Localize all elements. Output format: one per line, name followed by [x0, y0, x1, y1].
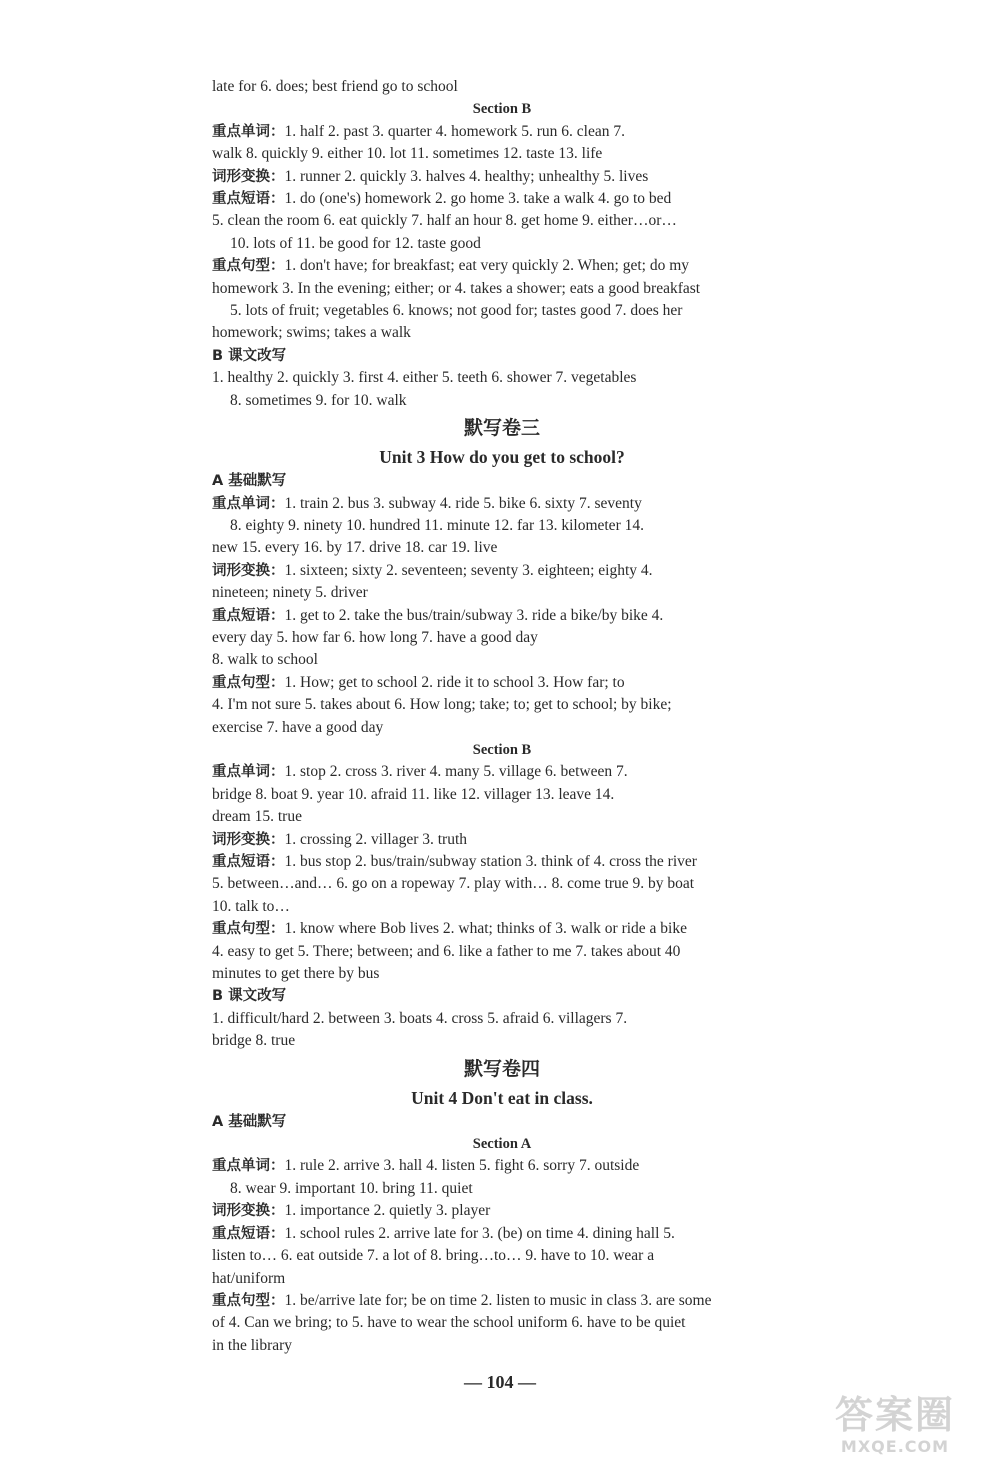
line-text: Unit 4 Don't eat in class. — [411, 1087, 593, 1108]
line-text: 1. be/arrive late for; be on time 2. listen to music in class 3. are some — [284, 1291, 712, 1309]
text-line — [212, 414, 792, 444]
line-text: 1. bus stop 2. bus/train/subway station 3. think of 4. cross the river — [284, 853, 697, 870]
watermark-url: MXQE.COM — [840, 1437, 950, 1456]
line-text: hat/uniform — [212, 1269, 286, 1287]
text-line — [212, 1111, 792, 1133]
category-label: 重点句型： — [212, 258, 285, 275]
line-text: homework; swims; takes a walk — [212, 324, 411, 342]
text-line — [212, 1335, 792, 1357]
text-line — [212, 345, 792, 367]
line-text: 8. eighty 9. ninety 10. hundred 11. minute 12. far 13. kilometer 14. — [230, 516, 644, 534]
line-text: 4. easy to get 5. There; between; and 6. like a father to me 7. takes about 40 — [212, 942, 681, 960]
text-line — [212, 188, 792, 210]
text-line — [212, 470, 792, 492]
line-text: dream 15. true — [212, 808, 302, 826]
line-text: 5. lots of fruit; vegetables 6. knows; not good for; tastes good 7. does her — [230, 302, 683, 320]
text-line — [212, 322, 792, 344]
page-number: — 104 — — [464, 1372, 536, 1392]
text-line — [212, 761, 792, 783]
text-line — [212, 694, 792, 716]
line-text: 1. half 2. past 3. quarter 4. homework 5. run 6. clean 7. — [284, 122, 625, 140]
category-label: 重点单词： — [212, 764, 285, 781]
text-line — [212, 1223, 792, 1245]
category-label: 词形变换： — [212, 562, 285, 579]
text-line — [212, 233, 792, 255]
category-label: 重点短语： — [212, 191, 285, 208]
line-text: 1. know where Bob lives 2. what; thinks of 3. walk or ride a bike — [284, 920, 687, 938]
text-line — [212, 672, 792, 694]
line-text: B 课文改写 — [212, 988, 287, 1005]
line-text: A 基础默写 — [212, 473, 287, 490]
line-text: walk 8. quickly 9. either 10. lot 11. sometimes 12. taste 13. life — [212, 145, 603, 163]
text-line — [212, 1055, 792, 1085]
text-line — [212, 444, 792, 470]
text-line — [212, 1008, 792, 1030]
text-line — [212, 367, 792, 389]
line-text: 1. don't have; for breakfast; eat very quickly 2. When; get; do my — [284, 257, 690, 275]
line-text: bridge 8. boat 9. year 10. afraid 11. like 12. villager 13. leave 14. — [212, 785, 615, 803]
text-line — [212, 493, 792, 515]
text-line — [212, 300, 792, 322]
line-text: 10. lots of 11. be good for 12. taste good — [230, 234, 481, 252]
category-label: 重点句型： — [212, 921, 285, 938]
category-label: 重点句型： — [212, 1292, 285, 1309]
line-text: A 基础默写 — [212, 1113, 287, 1130]
text-line — [212, 515, 792, 537]
text-line — [212, 873, 792, 895]
category-label: 词形变换： — [212, 168, 285, 185]
watermark-logo: 答案圈 — [834, 1393, 955, 1437]
text-line — [212, 896, 792, 918]
line-text: in the library — [212, 1336, 293, 1354]
text-line — [212, 1290, 792, 1312]
line-text: 1. train 2. bus 3. subway 4. ride 5. bike 6. sixty 7. seventy — [284, 494, 642, 512]
line-text: 1. do (one's) homework 2. go home 3. take a walk 4. go to bed — [284, 190, 672, 208]
text-line — [212, 1155, 792, 1177]
line-text: new 15. every 16. by 17. drive 18. car 19. live — [212, 539, 498, 557]
line-text: 1. get to 2. take the bus/train/subway 3. ride a bike/by bike 4. — [284, 606, 664, 624]
text-line — [212, 985, 792, 1007]
text-line — [212, 963, 792, 985]
category-label: 词形变换： — [212, 831, 285, 848]
answer-key-text — [212, 76, 792, 1357]
text-line — [212, 1200, 792, 1222]
line-text: 8. walk to school — [212, 651, 318, 669]
line-text: 1. crossing 2. villager 3. truth — [284, 830, 468, 848]
line-text: listen to… 6. eat outside 7. a lot of 8. bring…to… 9. have to 10. wear a — [212, 1247, 655, 1265]
text-line — [212, 829, 792, 851]
category-label: 重点短语： — [212, 1225, 285, 1242]
category-label: 重点单词： — [212, 1158, 285, 1175]
line-text: 1. rule 2. arrive 3. hall 4. listen 5. fight 6. sorry 7. outside — [284, 1157, 640, 1175]
text-line — [212, 649, 792, 671]
line-text: exercise 7. have a good day — [212, 718, 384, 736]
line-text: 1. sixteen; sixty 2. seventeen; seventy 3. eighteen; eighty 4. — [284, 561, 653, 579]
line-text: 1. school rules 2. arrive late for 3. (be) on time 4. dining hall 5. — [284, 1224, 675, 1242]
text-line — [212, 278, 792, 300]
text-line — [212, 627, 792, 649]
line-text: minutes to get there by bus — [212, 965, 380, 983]
line-text: Section A — [472, 1136, 532, 1153]
category-label: 重点单词： — [212, 123, 285, 140]
line-text: 1. stop 2. cross 3. river 4. many 5. village 6. between 7. — [284, 763, 628, 781]
category-label: 词形变换： — [212, 1203, 285, 1220]
line-text: 5. clean the room 6. eat quickly 7. half an hour 8. get home 9. either…or… — [212, 212, 677, 230]
text-line — [212, 560, 792, 582]
site-watermark — [810, 1393, 980, 1463]
text-line — [212, 1133, 792, 1155]
text-line — [212, 390, 792, 412]
text-line — [212, 210, 792, 232]
line-text: Section B — [472, 101, 532, 118]
line-text: Section B — [472, 741, 532, 758]
text-line — [212, 1085, 792, 1111]
text-line — [212, 918, 792, 940]
line-text: B 课文改写 — [212, 347, 287, 364]
text-line — [212, 143, 792, 165]
line-text: 8. wear 9. important 10. bring 11. quiet — [230, 1179, 473, 1197]
line-text: homework 3. In the evening; either; or 4. takes a shower; eats a good breakfast — [212, 279, 701, 297]
line-text: 默写卷四 — [463, 1058, 540, 1080]
category-label: 重点短语： — [212, 854, 285, 870]
category-label: 重点句型： — [212, 674, 285, 691]
line-text: 1. runner 2. quickly 3. halves 4. healthy; unhealthy 5. lives — [284, 167, 649, 185]
line-text: 1. How; get to school 2. ride it to school 3. How far; to — [284, 673, 625, 691]
line-text: 10. talk to… — [212, 897, 290, 915]
line-text: 4. I'm not sure 5. takes about 6. How long; take; to; get to school; by bike; — [212, 696, 672, 714]
text-line — [212, 806, 792, 828]
line-text: 1. importance 2. quietly 3. player — [284, 1202, 491, 1220]
text-line — [212, 121, 792, 143]
text-line — [212, 1030, 792, 1052]
text-line — [212, 1245, 792, 1267]
line-text: late for 6. does; best friend go to school — [212, 78, 458, 95]
text-line — [212, 739, 792, 761]
text-line — [212, 1178, 792, 1200]
line-text: Unit 3 How do you get to school? — [379, 447, 625, 468]
text-line — [212, 717, 792, 739]
text-line — [212, 582, 792, 604]
text-line — [212, 784, 792, 806]
line-text: 8. sometimes 9. for 10. walk — [230, 391, 407, 409]
text-line — [212, 537, 792, 559]
line-text: bridge 8. true — [212, 1032, 296, 1050]
line-text: 1. healthy 2. quickly 3. first 4. either 5. teeth 6. shower 7. vegetables — [212, 369, 637, 387]
text-line — [212, 941, 792, 963]
line-text: nineteen; ninety 5. driver — [212, 584, 368, 602]
line-text: 5. between…and… 6. go on a ropeway 7. play with… 8. come true 9. by boat — [212, 875, 695, 893]
text-line — [212, 1268, 792, 1290]
text-line — [212, 76, 792, 98]
text-line — [212, 851, 792, 873]
line-text: every day 5. how far 6. how long 7. have a good day — [212, 628, 538, 646]
text-line — [212, 1312, 792, 1334]
category-label: 重点单词： — [212, 495, 285, 512]
category-label: 重点短语： — [212, 607, 285, 624]
text-line — [212, 166, 792, 188]
line-text: 1. difficult/hard 2. between 3. boats 4. cross 5. afraid 6. villagers 7. — [212, 1009, 628, 1027]
line-text: of 4. Can we bring; to 5. have to wear the school uniform 6. have to be quiet — [212, 1314, 686, 1332]
text-line — [212, 98, 792, 120]
text-line — [212, 255, 792, 277]
text-line — [212, 605, 792, 627]
line-text: 默写卷三 — [463, 418, 540, 440]
